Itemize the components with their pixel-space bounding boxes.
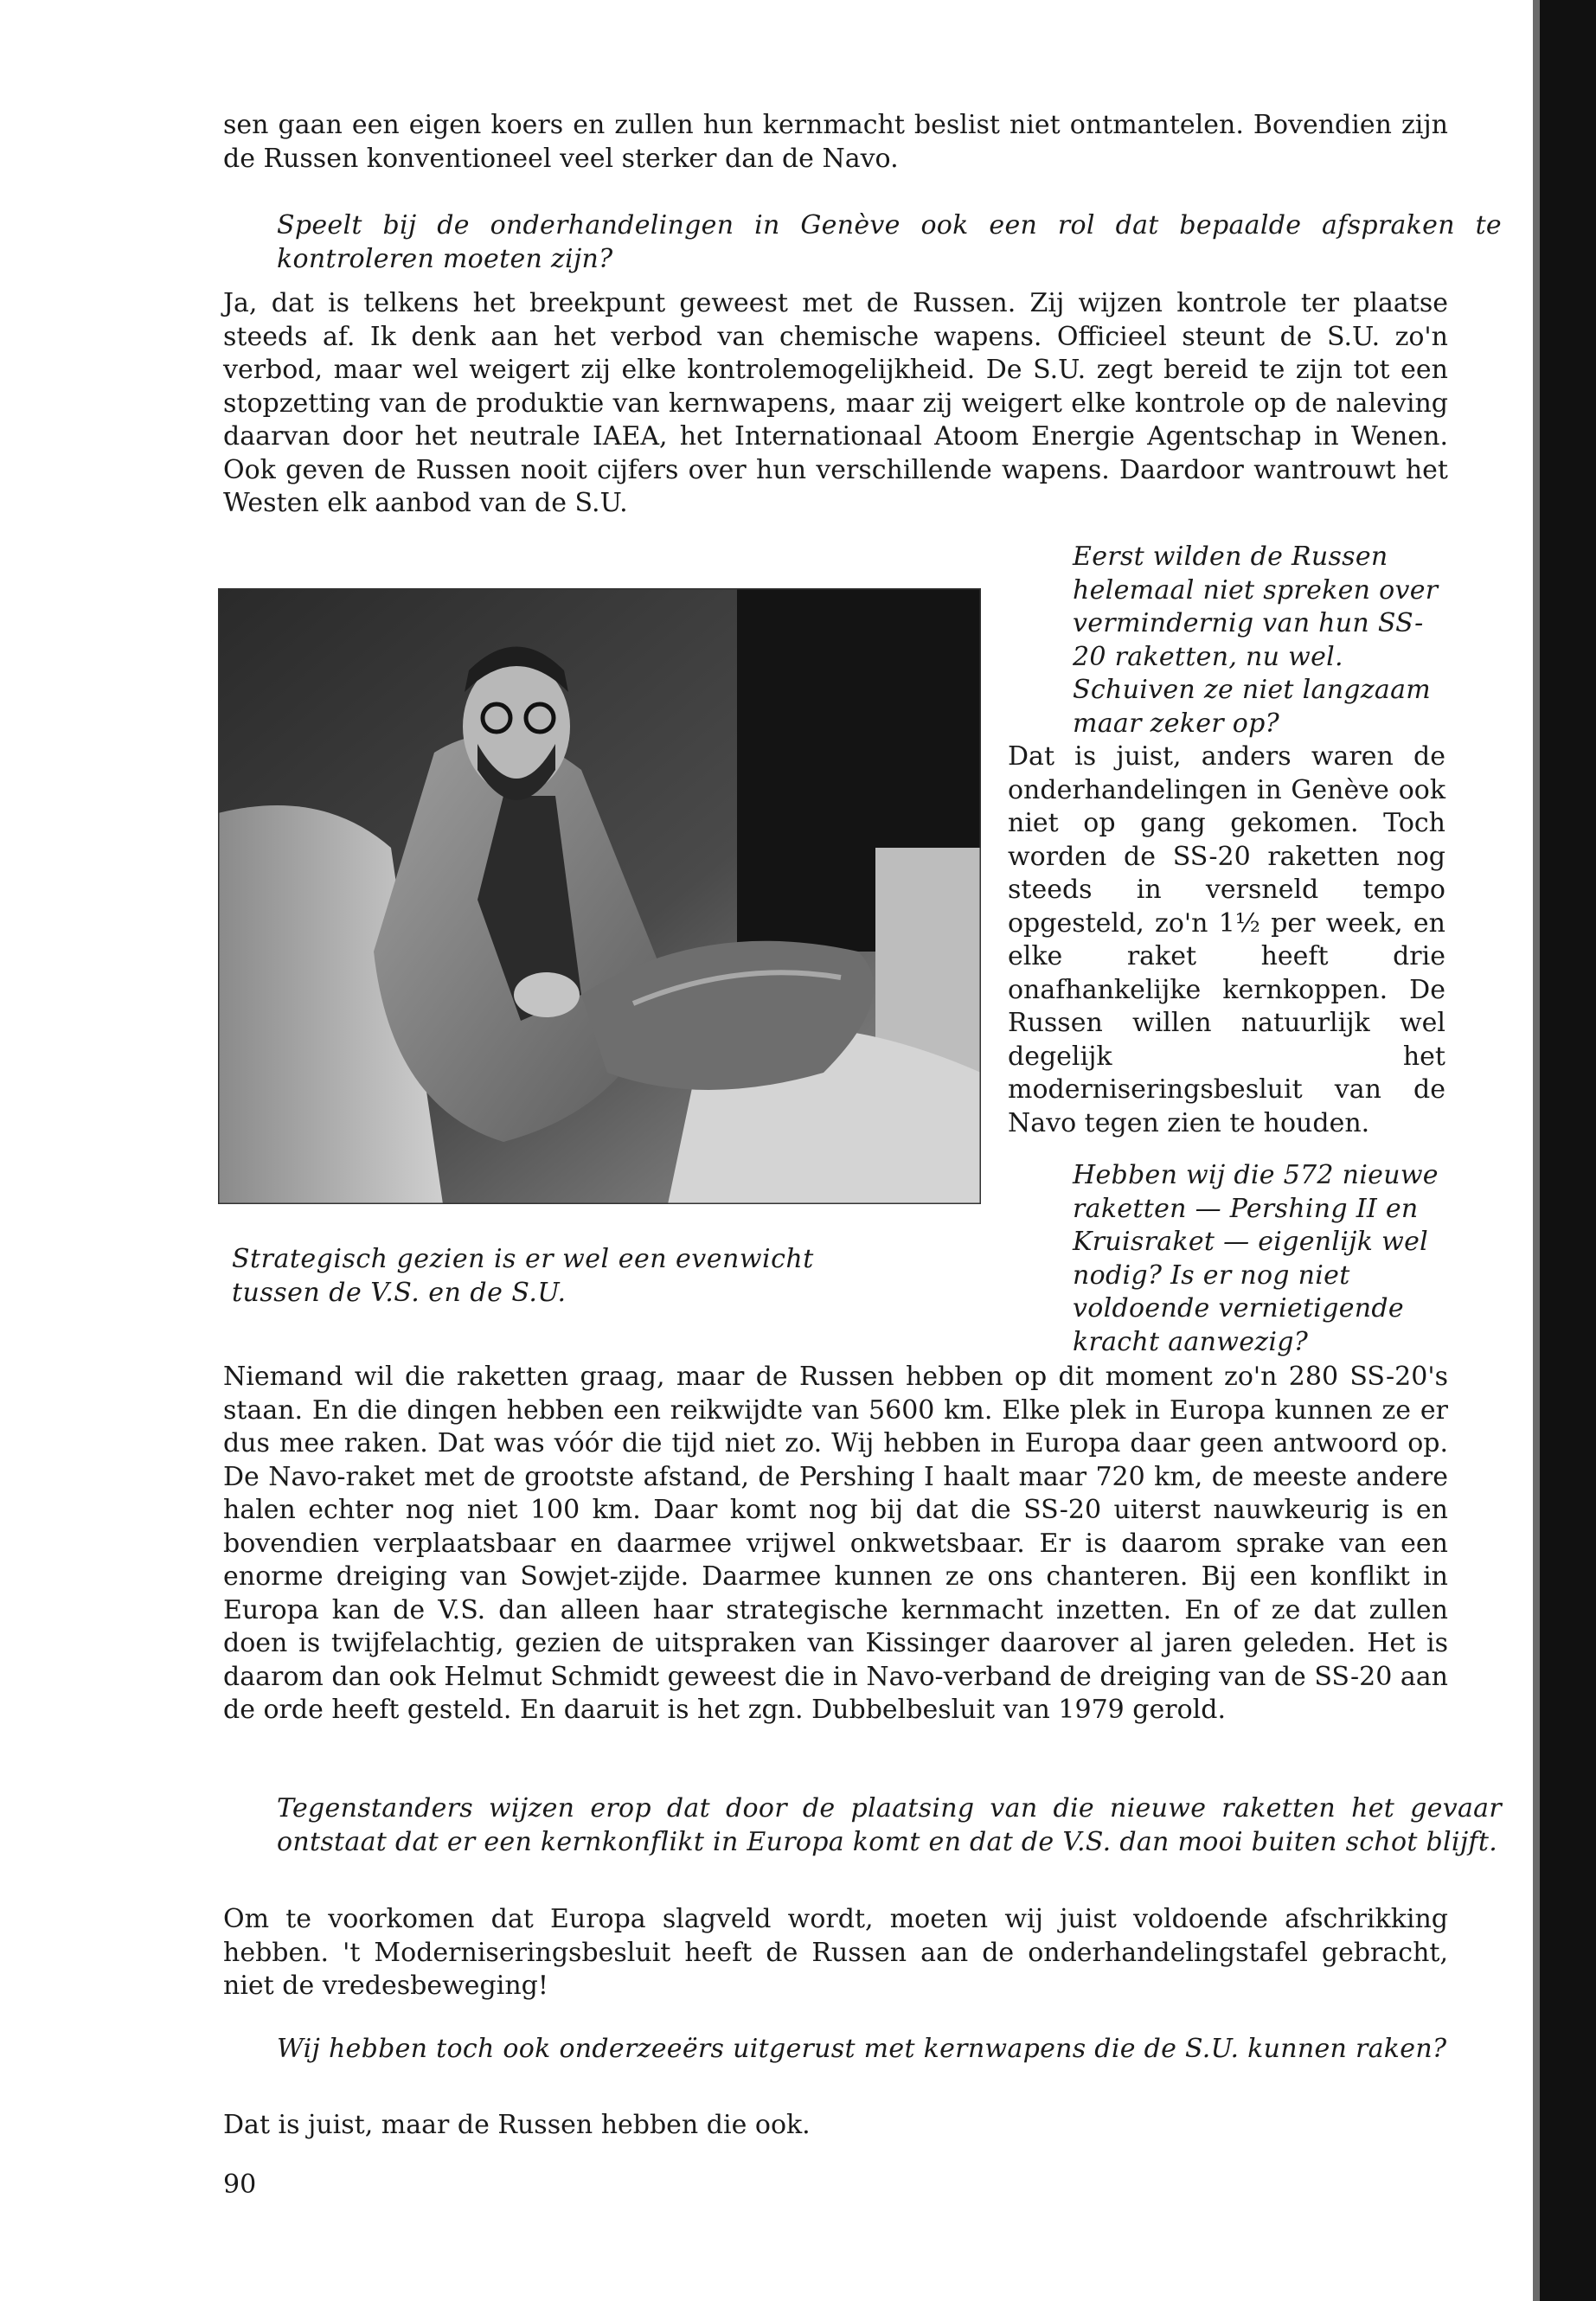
scan-page-edge xyxy=(1533,0,1596,2301)
interview-answer-2: Dat is juist, anders waren de onderhandelingen in Genève ook niet op gang gekomen. Toch worden de SS-20 raketten nog steeds in versneld tempo opgesteld, zo'n 1½ per week, en elke raket heeft drie onafhankelijke kernkoppen. De Russen willen natuurlijk wel degelijk het moderniseringsbesluit van de Navo tegen zien te houden. xyxy=(1008,741,1445,1138)
interview-answer-4: Om te voorkomen dat Europa slagveld wordt, moeten wij juist voldoende afschrikking hebben. 't Moderniseringsbesluit heeft de Russen aan de onderhandelingstafel gebracht, niet de vredesbeweging! xyxy=(223,1904,1448,2001)
interview-answer-3: Niemand wil die raketten graag, maar de Russen hebben op dit moment zo'n 280 SS-20's staan. En die dingen hebben een reikwijdte van 5600 km. Elke plek in Europa kunnen ze er dus mee raken. Dat was vóór die tijd niet zo. Wij hebben in Europa daar geen antwoord op. De Navo-raket met de grootste afstand, de Pershing I haalt maar 720 km, de meeste andere halen echter nog niet 100 km. Daar komt nog bij dat die SS-20 uiterst nauwkeurig is en bovendien verplaatsbaar en daarmee vrijwel onkwetsbaar. Er is daarom sprake van een enorme dreiging van Sowjet-zijde. Daarmee kunnen ze ons chanteren. Bij een konflikt in Europa kan de V.S. dan alleen haar strategische kernmacht inzetten. En of ze dat zullen doen is twijfelachtig, gezien de uitspraken van Kissinger daarover al jaren geleden. Het is daarom dan ook Helmut Schmidt geweest die in Navo-verband de dreiging van de SS-20 aan de orde heeft gesteld. En daaruit is het zgn. Dubbelbesluit van 1979 gerold. xyxy=(223,1362,1448,1725)
interview-question-1: Speelt bij de onderhandelingen in Genève ook een rol dat bepaalde afspraken te kontroleren moeten zijn? xyxy=(277,210,1502,274)
interview-question-2: Eerst wilden de Russen helemaal niet spreken over vermindernig van hun SS-20 raketten, nu wel. Schuiven ze niet langzaam maar zeker op? xyxy=(1073,542,1439,739)
interview-photo xyxy=(218,588,981,1204)
intro-paragraph: sen gaan een eigen koers en zullen hun kernmacht beslist niet ontmantelen. Bovendien zijn de Russen konventioneel veel sterker dan de Navo. xyxy=(223,110,1448,174)
page-number: 90 xyxy=(223,2170,257,2200)
interview-question-4: Tegenstanders wijzen erop dat door de plaatsing van die nieuwe raketten het gevaar ontstaat dat er een kernkonflikt in Europa komt en dat de V.S. dan mooi buiten schot blijft. xyxy=(277,1793,1502,1857)
photo-caption: Strategisch gezien is er wel een evenwicht tussen de V.S. en de S.U. xyxy=(232,1244,814,1308)
interview-question-5: Wij hebben toch ook onderzeeërs uitgerust met kernwapens die de S.U. kunnen raken? xyxy=(277,2034,1447,2064)
interview-answer-1: Ja, dat is telkens het breekpunt geweest met de Russen. Zij wijzen kontrole ter plaatse steeds af. Ik denk aan het verbod van chemische wapens. Officieel steunt de S.U. zo'n verbod, maar wel weigert zij elke kontrolemogelijkheid. De S.U. zegt bereid te zijn tot een stopzetting van de produktie van kernwapens, maar zij weigert elke kontrole op de naleving daarvan door het neutrale IAEA, het Internationaal Atoom Energie Agentschap in Wenen. Ook geven de Russen nooit cijfers over hun verschillende wapens. Daardoor wantrouwt het Westen elk aanbod van de S.U. xyxy=(223,288,1448,518)
interview-answer-5: Dat is juist, maar de Russen hebben die ook. xyxy=(223,2110,811,2140)
interview-question-3: Hebben wij die 572 nieuwe raketten — Pershing II en Kruisraket — eigenlijk wel nodig? Is er nog niet voldoende vernietigende kracht aanwezig? xyxy=(1073,1160,1439,1357)
photo-illustration xyxy=(218,588,981,1204)
